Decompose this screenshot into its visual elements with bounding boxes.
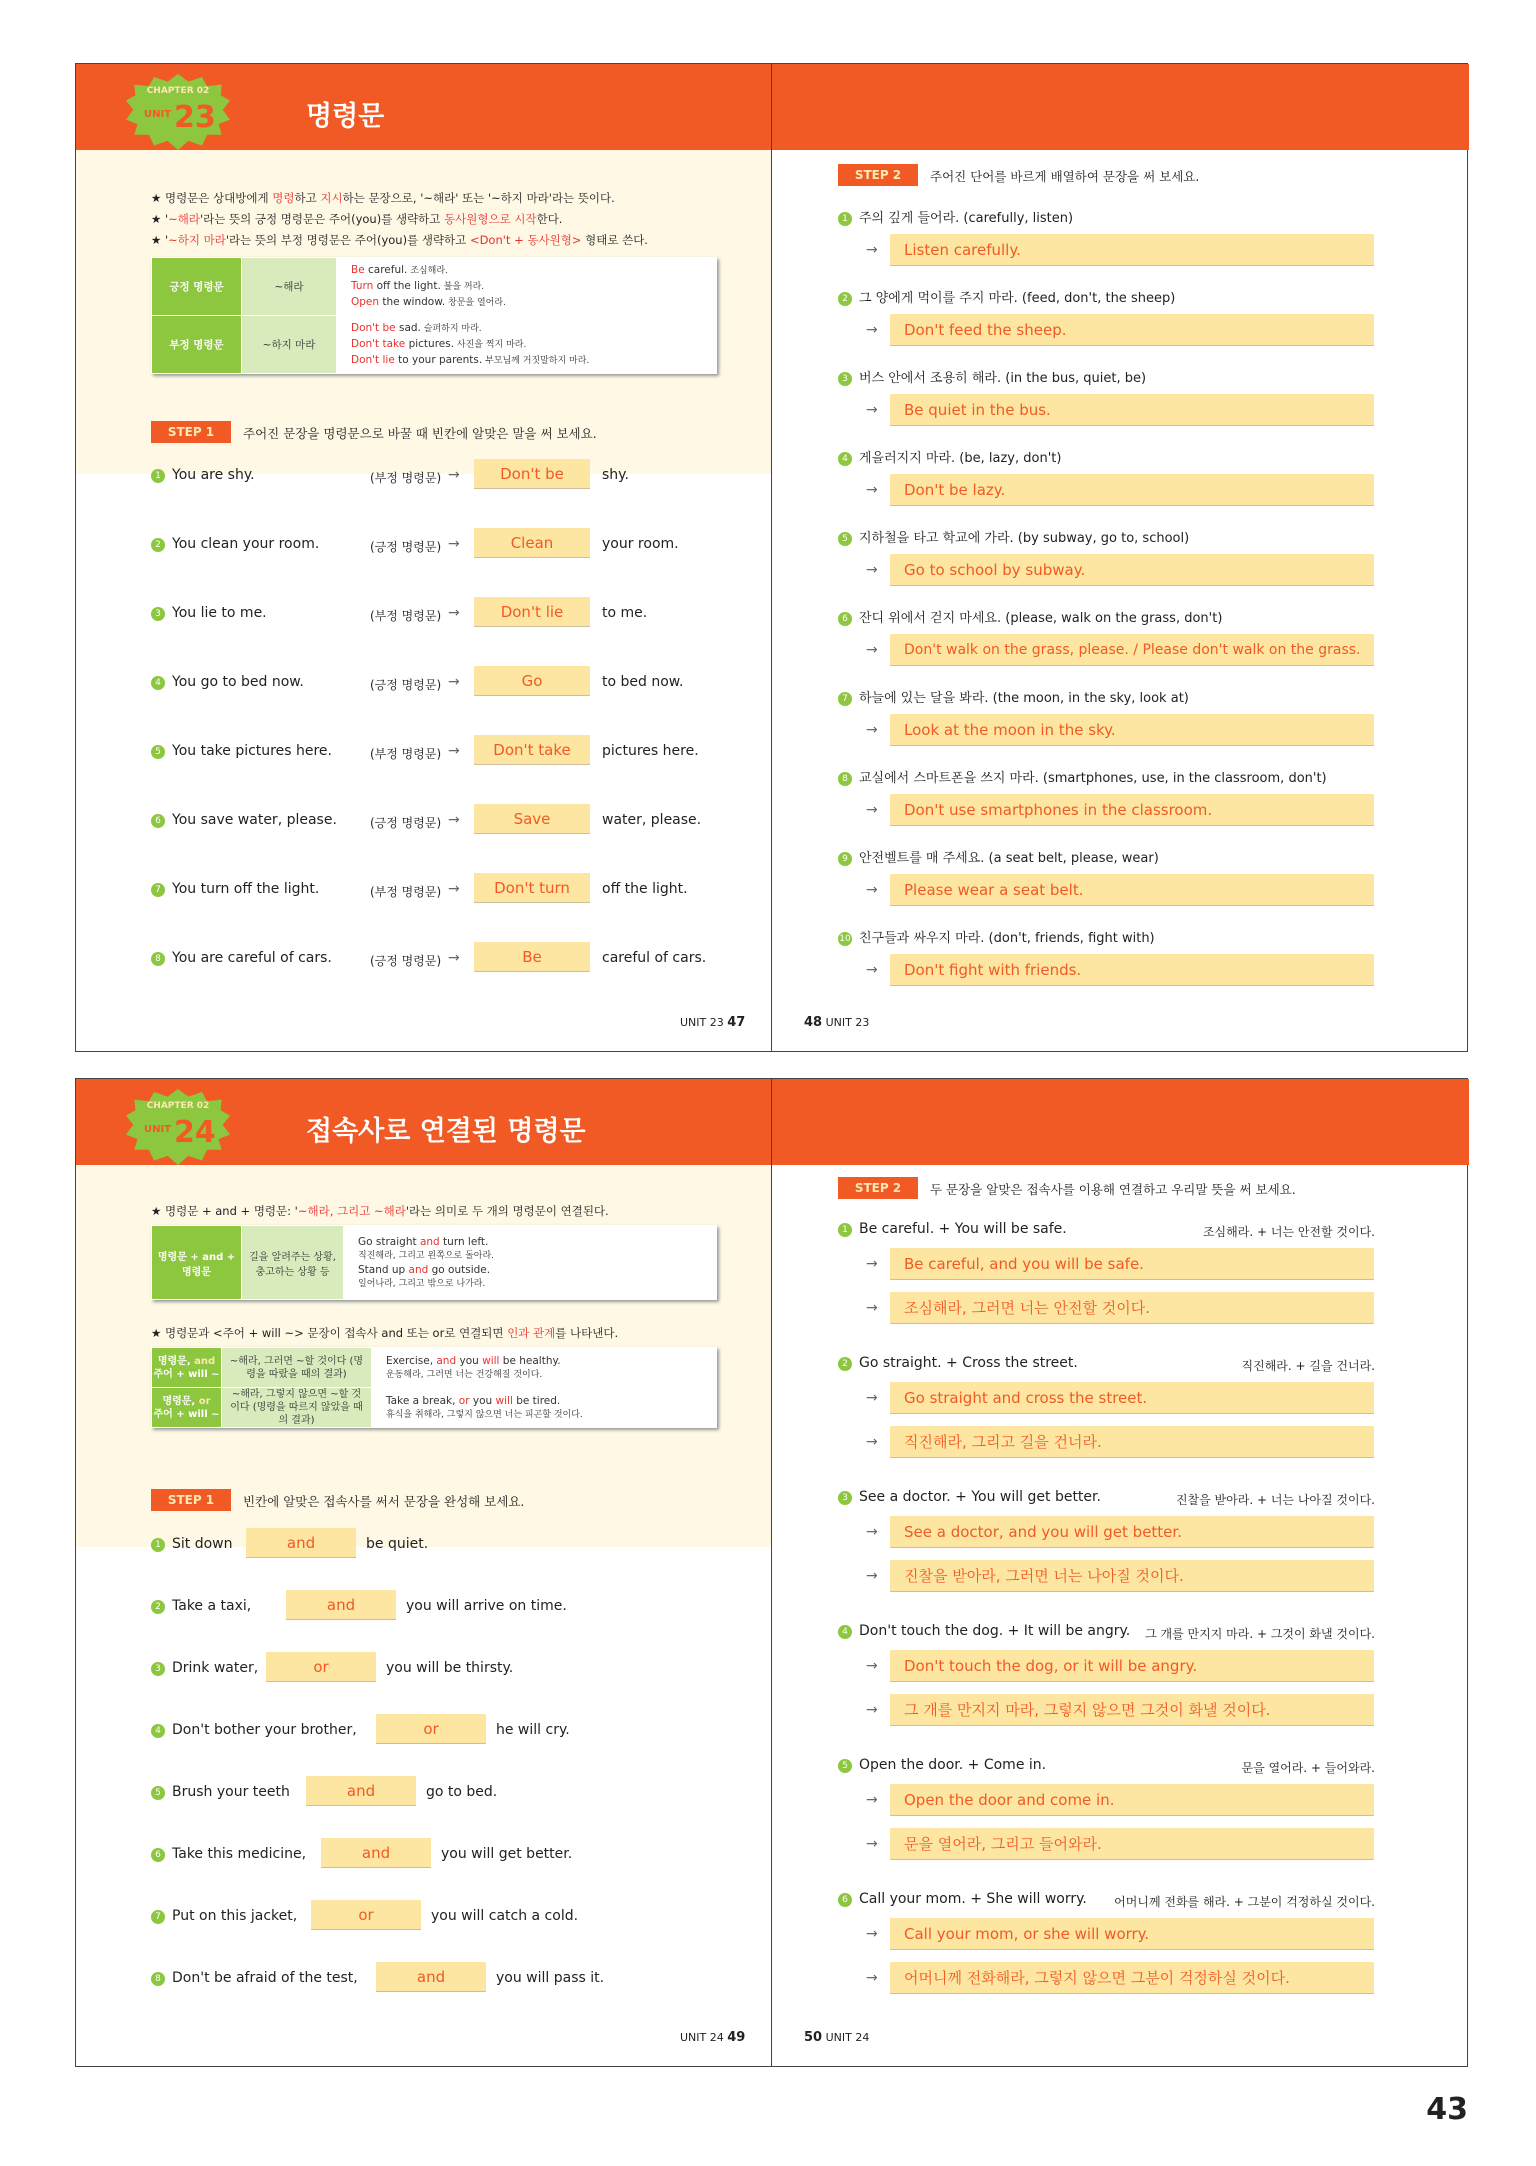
question-number-icon: 8	[151, 1972, 165, 1986]
answer-blank: and	[306, 1776, 416, 1806]
spread-unit-23	[75, 63, 1468, 1052]
sentence-rest: you will arrive on time.	[406, 1598, 567, 1614]
exercise-question: 5 Brush your teeth	[151, 1784, 290, 1800]
question-number-icon: 6	[151, 814, 165, 828]
question-number-icon: 2	[838, 1357, 852, 1371]
arrow-icon: →	[866, 1256, 878, 1272]
question-number-icon: 7	[838, 692, 852, 706]
sentence-rest: to bed now.	[602, 674, 684, 690]
arrow-icon: →	[866, 1434, 878, 1450]
arrow-icon: →	[866, 1792, 878, 1808]
grammar-bullet: ★ 명령문과 <주어 + will ~> 문장이 접속사 and 또는 or로 연결되면 인과 관계를 나타낸다.	[151, 1326, 619, 1340]
arrow-icon: →	[866, 1524, 878, 1540]
page-49	[76, 1079, 772, 2066]
answer-line: 그 개를 만지지 마라, 그렇지 않으면 그것이 화낼 것이다.	[890, 1694, 1374, 1726]
exercise-question: 5 Open the door. + Come in.	[838, 1757, 1046, 1773]
arrow-icon: →	[866, 642, 878, 658]
page-footer: 50 UNIT 24	[804, 2030, 870, 2045]
question-number-icon: 4	[838, 1625, 852, 1639]
sentence-rest: you will catch a cold.	[431, 1908, 579, 1924]
unit-number: 24	[174, 1115, 216, 1150]
exercise-question: 6 You save water, please.	[151, 812, 337, 828]
sentence-rest: off the light.	[602, 881, 688, 897]
arrow-icon: →	[866, 802, 878, 818]
grammar-table	[151, 1225, 717, 1300]
answer-line: 진찰을 받아라, 그러면 너는 나아질 것이다.	[890, 1560, 1374, 1592]
arrow-icon: →	[866, 882, 878, 898]
question-number-icon: 5	[151, 745, 165, 759]
exercise-question: 7 You turn off the light.	[151, 881, 319, 897]
question-number-icon: 2	[151, 1600, 165, 1614]
grammar-bullet: ★ 명령문 + and + 명령문: '~해라, 그리고 ~해라'라는 의미로 두 개의 명령문이 연결된다.	[151, 1204, 609, 1218]
answer-line: Be quiet in the bus.	[890, 394, 1374, 426]
arrow-icon: →	[866, 1970, 878, 1986]
answer-line: See a doctor, and you will get better.	[890, 1516, 1374, 1548]
question-number-icon: 4	[838, 452, 852, 466]
exercise-question: 1 Be careful. + You will be safe.	[838, 1221, 1067, 1237]
table-cell-meaning: ~하지 마라	[242, 316, 337, 374]
table-cell-meaning: ~해라, 그러면 ~할 것이다 (명령을 따랐을 때의 결과)	[222, 1348, 372, 1388]
chapter-label: CHAPTER 02	[146, 86, 210, 96]
page-50	[772, 1079, 1469, 2066]
exercise-question: 2 Go straight. + Cross the street.	[838, 1355, 1078, 1371]
exercise-question: 1 Sit down	[151, 1536, 233, 1552]
answer-blank: Don't take	[474, 735, 590, 765]
arrow-icon: →	[448, 812, 460, 828]
page-47	[76, 64, 772, 1051]
exercise-question: 3 Drink water,	[151, 1660, 258, 1676]
arrow-icon: →	[866, 722, 878, 738]
arrow-icon: →	[448, 881, 460, 897]
question-number-icon: 10	[839, 934, 851, 944]
step-title: 빈칸에 알맞은 접속사를 써서 문장을 완성해 보세요.	[243, 1494, 525, 1509]
sheet-page-number: 43	[1426, 2092, 1468, 2127]
question-number-icon: 2	[151, 538, 165, 552]
sentence-rest: water, please.	[602, 812, 702, 828]
exercise-tag: (부정 명령문)	[370, 885, 442, 899]
question-number-icon: 7	[151, 883, 165, 897]
question-number-icon: 3	[838, 1491, 852, 1505]
arrow-icon: →	[866, 1702, 878, 1718]
answer-blank: Don't turn	[474, 873, 590, 903]
exercise-question: 6 Take this medicine,	[151, 1846, 306, 1862]
grammar-table	[151, 257, 717, 374]
exercise-korean: 조심해라. + 너는 안전할 것이다.	[1202, 1225, 1375, 1239]
answer-line: Be careful, and you will be safe.	[890, 1248, 1374, 1280]
exercise-question: 4 게을러지지 마라. (be, lazy, don't)	[838, 447, 1061, 466]
sentence-rest: you will be thirsty.	[386, 1660, 514, 1676]
exercise-tag: (긍정 명령문)	[370, 678, 442, 692]
sentence-rest: to me.	[602, 605, 648, 621]
table-cell-examples: Exercise, and you will be healthy. 운동해라, 그러면 너는 건강해질 것이다.	[372, 1348, 717, 1388]
step-label: STEP 1	[151, 421, 231, 443]
arrow-icon: →	[448, 674, 460, 690]
exercise-tag: (긍정 명령문)	[370, 954, 442, 968]
question-number-icon: 1	[838, 212, 852, 226]
question-number-icon: 1	[151, 1538, 165, 1552]
question-number-icon: 3	[151, 1662, 165, 1676]
arrow-icon: →	[448, 467, 460, 483]
page-48	[772, 64, 1469, 1051]
arrow-icon: →	[866, 562, 878, 578]
table-cell-type: 명령문 + and + 명령문	[152, 1226, 242, 1300]
exercise-tag: (긍정 명령문)	[370, 816, 442, 830]
arrow-icon: →	[866, 1926, 878, 1942]
arrow-icon: →	[866, 1658, 878, 1674]
arrow-icon: →	[866, 242, 878, 258]
exercise-question: 10 친구들과 싸우지 마라. (don't, friends, fight with)	[839, 931, 1155, 946]
unit-label: UNIT	[144, 109, 172, 120]
arrow-icon: →	[448, 950, 460, 966]
exercise-question: 4 You go to bed now.	[151, 674, 304, 690]
exercise-tag: (부정 명령문)	[370, 747, 442, 761]
question-number-icon: 5	[838, 1759, 852, 1773]
exercise-question: 3 You lie to me.	[151, 605, 267, 621]
answer-line: 조심해라, 그러면 너는 안전할 것이다.	[890, 1292, 1374, 1324]
answer-blank: or	[376, 1714, 486, 1744]
table-cell-examples: Be careful. 조심해라. Turn off the light. 불을 꺼라. Open the window. 창문을 열어라.	[337, 258, 717, 316]
unit-number: 23	[174, 100, 216, 135]
answer-line: Listen carefully.	[890, 234, 1374, 266]
grammar-bullet: ★ 명령문은 상대방에게 명령하고 지시하는 문장으로, '~해라' 또는 '~하지 마라'라는 뜻이다.	[151, 191, 615, 205]
grammar-bullet: ★ '~해라'라는 뜻의 긍정 명령문은 주어(you)를 생략하고 동사원형으로 시작한다.	[151, 212, 563, 226]
answer-blank: Save	[474, 804, 590, 834]
exercise-question: 2 You clean your room.	[151, 536, 319, 552]
question-number-icon: 3	[838, 372, 852, 386]
question-number-icon: 6	[838, 612, 852, 626]
answer-line: Don't feed the sheep.	[890, 314, 1374, 346]
arrow-icon: →	[866, 962, 878, 978]
exercise-korean: 직진해라. + 길을 건너라.	[1241, 1359, 1375, 1373]
arrow-icon: →	[866, 482, 878, 498]
exercise-korean: 문을 열어라. + 들어와라.	[1241, 1761, 1375, 1775]
answer-line: Look at the moon in the sky.	[890, 714, 1374, 746]
table-cell-meaning: ~해라	[242, 258, 337, 316]
arrow-icon: →	[448, 743, 460, 759]
answer-blank: or	[266, 1652, 376, 1682]
answer-line: Don't use smartphones in the classroom.	[890, 794, 1374, 826]
question-number-icon: 1	[151, 469, 165, 483]
spread-unit-24	[75, 1078, 1468, 2067]
answer-line: Don't fight with friends.	[890, 954, 1374, 986]
exercise-question: 6 잔디 위에서 걷지 마세요. (please, walk on the grass, don't)	[838, 607, 1222, 626]
answer-blank: or	[311, 1900, 421, 1930]
table-cell-examples: Take a break, or you will be tired. 휴식을 취해라, 그렇지 않으면 너는 피곤할 것이다.	[372, 1388, 717, 1428]
answer-line: 문을 열어라, 그리고 들어와라.	[890, 1828, 1374, 1860]
table-cell-type: 명령문, or 주어 + will ~	[152, 1388, 222, 1428]
answer-line: Don't walk on the grass, please. / Please don't walk on the grass.	[890, 634, 1374, 666]
step-title: 두 문장을 알맞은 접속사를 이용해 연결하고 우리말 뜻을 써 보세요.	[930, 1182, 1296, 1197]
answer-line: Open the door and come in.	[890, 1784, 1374, 1816]
exercise-question: 4 Don't touch the dog. + It will be angry.	[838, 1623, 1130, 1639]
header-band	[772, 1079, 1469, 1165]
header-band	[772, 64, 1469, 150]
table-cell-type: 부정 명령문	[152, 316, 242, 374]
arrow-icon: →	[448, 605, 460, 621]
arrow-icon: →	[866, 1300, 878, 1316]
exercise-question: 5 지하철을 타고 학교에 가라. (by subway, go to, school)	[838, 527, 1189, 546]
question-number-icon: 5	[838, 532, 852, 546]
table-cell-meaning: ~해라, 그렇지 않으면 ~할 것이다 (명령을 따르지 않았을 때의 결과)	[222, 1388, 372, 1428]
arrow-icon: →	[866, 1836, 878, 1852]
answer-blank: and	[286, 1590, 396, 1620]
exercise-question: 7 하늘에 있는 달을 봐라. (the moon, in the sky, look at)	[838, 687, 1189, 706]
page-footer: UNIT 23 47	[680, 1015, 746, 1030]
sentence-rest: he will cry.	[496, 1722, 570, 1738]
sentence-rest: shy.	[602, 467, 629, 483]
exercise-question: 8 Don't be afraid of the test,	[151, 1970, 358, 1986]
step-label: STEP 1	[151, 1489, 231, 1511]
answer-blank: Go	[474, 666, 590, 696]
page-title: 명령문	[306, 101, 385, 132]
answer-blank: and	[321, 1838, 431, 1868]
question-number-icon: 5	[151, 1786, 165, 1800]
page-title: 접속사로 연결된 명령문	[306, 1116, 586, 1147]
question-number-icon: 7	[151, 1910, 165, 1924]
question-number-icon: 8	[151, 952, 165, 966]
question-number-icon: 4	[151, 676, 165, 690]
table-cell-examples: Go straight and turn left. 직진해라, 그리고 왼쪽으로 돌아라. Stand up and go outside. 일어나라, 그리고 밖으로 나가라.	[344, 1226, 717, 1300]
answer-line: 직진해라, 그리고 길을 건너라.	[890, 1426, 1374, 1458]
arrow-icon: →	[866, 1390, 878, 1406]
exercise-question: 3 See a doctor. + You will get better.	[838, 1489, 1101, 1505]
exercise-question: 1 주의 깊게 들어라. (carefully, listen)	[838, 207, 1073, 226]
exercise-korean: 그 개를 만지지 마라. + 그것이 화낼 것이다.	[1145, 1627, 1375, 1641]
unit-badge	[126, 1089, 230, 1165]
exercise-tag: (부정 명령문)	[370, 609, 442, 623]
step-label: STEP 2	[838, 1177, 918, 1199]
question-number-icon: 8	[838, 772, 852, 786]
sentence-rest: you will pass it.	[496, 1970, 605, 1986]
answer-line: Don't be lazy.	[890, 474, 1374, 506]
answer-line: Don't touch the dog, or it will be angry.	[890, 1650, 1374, 1682]
answer-blank: Don't lie	[474, 597, 590, 627]
question-number-icon: 1	[838, 1223, 852, 1237]
exercise-question: 9 안전벨트를 매 주세요. (a seat belt, please, wear)	[838, 847, 1159, 866]
answer-blank: and	[376, 1962, 486, 1992]
exercise-question: 1 You are shy.	[151, 467, 255, 483]
exercise-korean: 어머니께 전화를 해라. + 그분이 걱정하실 것이다.	[1114, 1895, 1375, 1909]
unit-badge	[126, 74, 230, 150]
question-number-icon: 3	[151, 607, 165, 621]
question-number-icon: 2	[838, 292, 852, 306]
answer-line: Go to school by subway.	[890, 554, 1374, 586]
sentence-rest: be quiet.	[366, 1536, 429, 1552]
sentence-rest: you will get better.	[441, 1846, 573, 1862]
exercise-tag: (긍정 명령문)	[370, 540, 442, 554]
sentence-rest: careful of cars.	[602, 950, 707, 966]
arrow-icon: →	[866, 322, 878, 338]
answer-line: Go straight and cross the street.	[890, 1382, 1374, 1414]
page-footer: 48 UNIT 23	[804, 1015, 870, 1030]
cause-effect-table	[151, 1347, 717, 1428]
question-number-icon: 9	[838, 852, 852, 866]
exercise-question: 2 Take a taxi,	[151, 1598, 251, 1614]
grammar-bullet: ★ '~하지 마라'라는 뜻의 부정 명령문은 주어(you)를 생략하고 <Don't + 동사원형> 형태로 쓴다.	[151, 233, 648, 247]
step-title: 주어진 문장을 명령문으로 바꿀 때 빈칸에 알맞은 말을 써 보세요.	[243, 426, 597, 441]
exercise-question: 3 버스 안에서 조용히 해라. (in the bus, quiet, be)	[838, 367, 1146, 386]
page-footer: UNIT 24 49	[680, 2030, 746, 2045]
sentence-rest: go to bed.	[426, 1784, 498, 1800]
answer-line: Please wear a seat belt.	[890, 874, 1374, 906]
table-cell-examples: Don't be sad. 슬퍼하지 마라. Don't take pictures. 사진을 찍지 마라. Don't lie to your parents. 부모님께 거짓말하지 마라.	[337, 316, 717, 374]
arrow-icon: →	[448, 536, 460, 552]
exercise-question: 4 Don't bother your brother,	[151, 1722, 357, 1738]
exercise-question: 6 Call your mom. + She will worry.	[838, 1891, 1087, 1907]
answer-line: Call your mom, or she will worry.	[890, 1918, 1374, 1950]
exercise-question: 8 You are careful of cars.	[151, 950, 332, 966]
step-label: STEP 2	[838, 164, 918, 186]
exercise-tag: (부정 명령문)	[370, 471, 442, 485]
table-cell-meaning: 길을 알려주는 상황, 충고하는 상황 등	[242, 1226, 344, 1300]
exercise-question: 7 Put on this jacket,	[151, 1908, 297, 1924]
question-number-icon: 6	[838, 1893, 852, 1907]
answer-blank: Be	[474, 942, 590, 972]
answer-line: 어머니께 전화해라, 그렇지 않으면 그분이 걱정하실 것이다.	[890, 1962, 1374, 1994]
question-number-icon: 6	[151, 1848, 165, 1862]
unit-label: UNIT	[144, 1124, 172, 1135]
arrow-icon: →	[866, 402, 878, 418]
exercise-question: 5 You take pictures here.	[151, 743, 332, 759]
question-number-icon: 4	[151, 1724, 165, 1738]
exercise-question: 8 교실에서 스마트폰을 쓰지 마라. (smartphones, use, in the classroom, don't)	[838, 767, 1327, 786]
table-cell-type: 명령문, and 주어 + will ~	[152, 1348, 222, 1388]
sentence-rest: pictures here.	[602, 743, 699, 759]
table-cell-type: 긍정 명령문	[152, 258, 242, 316]
chapter-label: CHAPTER 02	[146, 1101, 210, 1111]
exercise-korean: 진찰을 받아라. + 너는 나아질 것이다.	[1175, 1493, 1375, 1507]
answer-blank: Don't be	[474, 459, 590, 489]
exercise-question: 2 그 양에게 먹이를 주지 마라. (feed, don't, the sheep)	[838, 287, 1175, 306]
answer-blank: and	[246, 1528, 356, 1558]
answer-blank: Clean	[474, 528, 590, 558]
sentence-rest: your room.	[602, 536, 679, 552]
step-title: 주어진 단어를 바르게 배열하여 문장을 써 보세요.	[930, 169, 1200, 184]
arrow-icon: →	[866, 1568, 878, 1584]
